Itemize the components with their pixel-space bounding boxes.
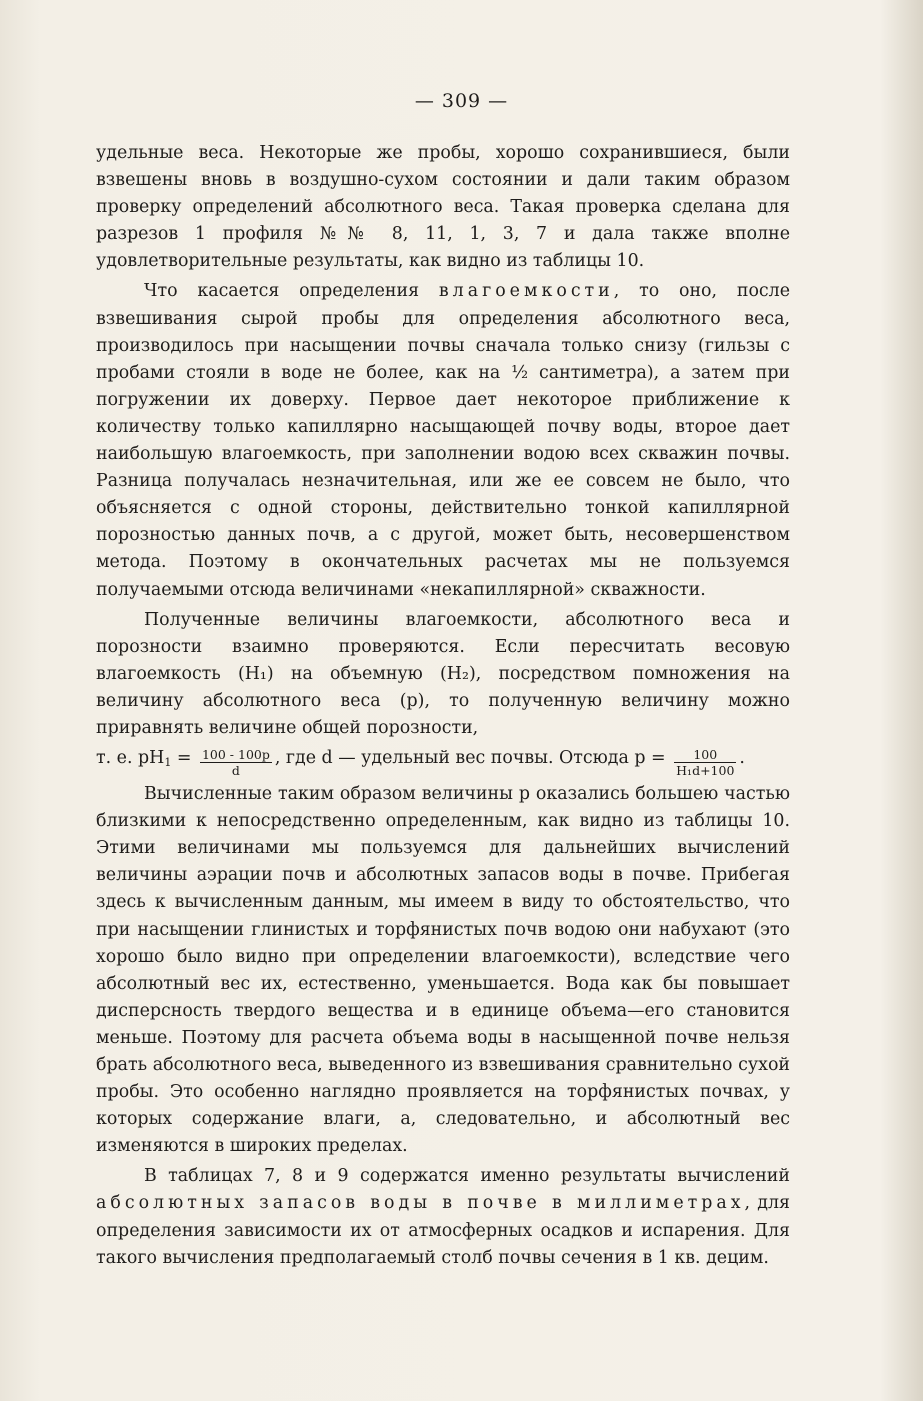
paragraph-2-after: , то оно, после взвешивания сырой пробы для определения абсолютного веса, производилось при насыщении почвы сначала только снизу (гильзы с пробами стояли в воде не более, как на ½ сантиметра), а затем при погружении их доверху. Первое дает некоторое приближение к количеству только капиллярно насыщающей почву воды, второе дает наибольшую влагоемкость, при заполнении водою всех скважин почвы. Разница получалась незначительная, или же ее совсем не было, что объясняется с одной стороны, действительно тонкой капиллярной порозностью данных почв, а с другой, может быть, несовершенством метода. Поэтому в окончательных расчетах мы не пользуемся получаемыми отсюда величинами «некапиллярной» скважности. [96, 281, 790, 600]
paragraph-5 [96, 1163, 790, 1271]
body-text [96, 140, 790, 1272]
fraction-porosity-denominator: d [231, 763, 240, 779]
formula-end: . [739, 748, 745, 769]
fraction-porosity-numerator: 100 - 100p [201, 747, 270, 763]
paragraph-3 [96, 607, 790, 742]
fraction-porosity [200, 747, 272, 778]
fraction-p-denominator: H₁d+100 [676, 763, 735, 779]
paragraph-2-before: Что касается определения [144, 281, 439, 302]
term-vlagoemkost: влагоемкости [438, 281, 614, 302]
fraction-p-numerator: 100 [674, 747, 736, 763]
fraction-p [674, 747, 736, 778]
page-number: — 309 — [414, 90, 509, 112]
paragraph-3-text: Полученные величины влагоемкости, абсолютного веса и порозности взаимно проверяются. Если пересчитать весовую влагоемкость (H₁) на объемную (H₂), посредством помножения на величину абсолютного веса (p), то полученную величину можно приравнять величине общей порозности, [96, 609, 790, 738]
formula-lead-sub: 1 [164, 756, 172, 770]
term-absolute-water: абсолютных запасов воды в почве в миллиметрах [96, 1193, 745, 1214]
paragraph-5-before: В таблицах 7, 8 и 9 содержатся именно результаты вычислений [144, 1166, 790, 1187]
paragraph-2 [96, 278, 790, 603]
paragraph-4: Вычисленные таким образом величины p оказались большею частью близкими к непосредственно определенным, как видно из таблицы 10. Этими величинами мы пользуемся для дальнейших вычислений величины аэрации почв и абсолютных запасов воды в почве. Прибегая здесь к вычисленным данным, мы имеем в виду то обстоятельство, что при насыщении глинистых и торфянистых почв водою они набухают (это хорошо было видно при определении влагоемкости), вследствие чего абсолютный вес их, естественно, уменьшается. Вода как бы повышает дисперсность твердого вещества и в единице объема—его становится меньше. Поэтому для расчета объема воды в насыщенной почве нельзя брать абсолютного веса, выведенного из взвешивания сравнительно сухой пробы. Это особенно наглядно проявляется на торфянистых почвах, у которых содержание влаги, а, следовательно, и абсолютный вес изменяются в широких пределах. [96, 784, 790, 1157]
formula-line [96, 745, 790, 778]
formula-eq: = [171, 748, 197, 769]
formula-middle: , где d — удельный вес почвы. Отсюда p = [274, 748, 672, 769]
paragraph-1: удельные веса. Некоторые же пробы, хорошо сохранившиеся, были взвешены вновь в воздушно-сухом состоянии и дали таким образом проверку определений абсолютного веса. Такая проверка сделана для разрезов 1 профиля №№ 8, 11, 1, 3, 7 и дала также вполне удовлетворительные результаты, как видно из таблицы 10. [96, 143, 790, 272]
formula-lead: т. е. pH [96, 748, 165, 769]
paragraph-5-after: , для определения зависимости их от атмосферных осадков и испарения. Для такого вычисления предполагаемый столб почвы сечения в 1 кв. децим. [96, 1193, 790, 1268]
